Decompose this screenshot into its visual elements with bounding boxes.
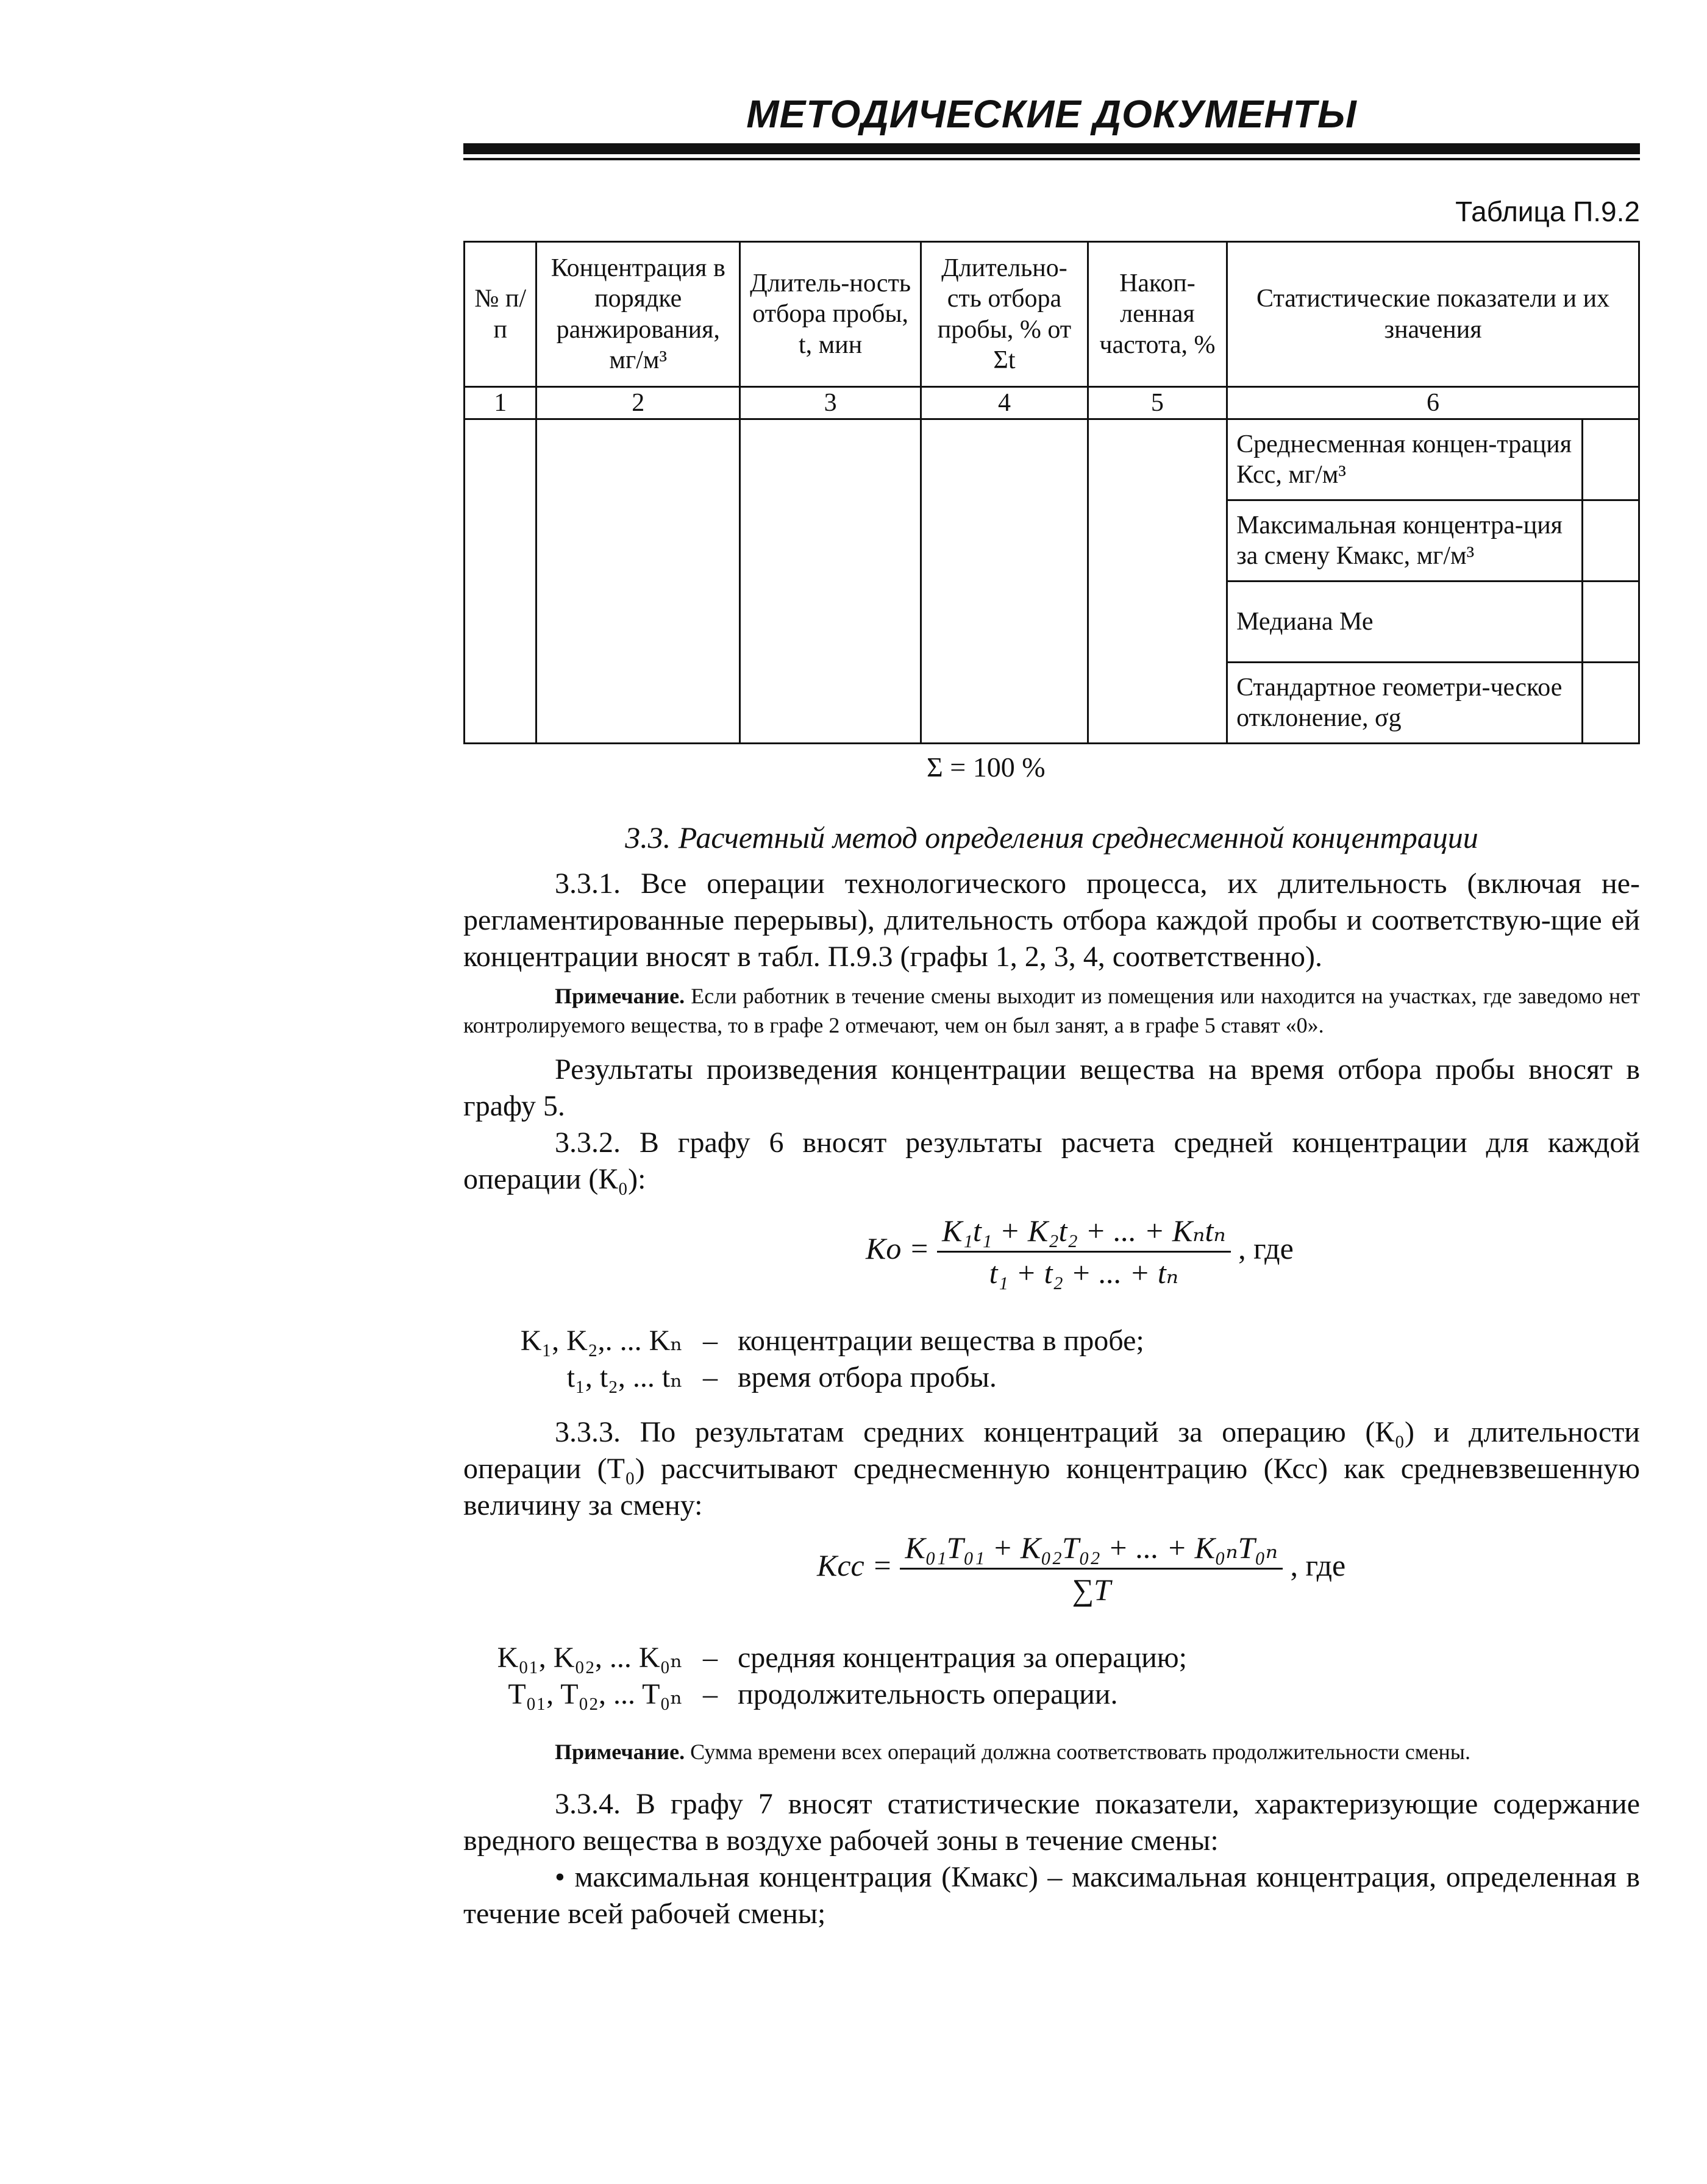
note-label: Примечание.	[555, 1740, 685, 1764]
number-cell: 2	[536, 387, 740, 419]
stat-label: Среднесменная концен-трация Ксс, мг/м³	[1227, 419, 1583, 500]
definition-row	[463, 1640, 1187, 1676]
header-cell: № п/п	[465, 242, 536, 387]
stat-value-cell	[1582, 582, 1639, 663]
empty-cell	[921, 419, 1088, 744]
stat-value-cell	[1582, 663, 1639, 744]
table-caption: Таблица П.9.2	[1455, 196, 1640, 227]
number-cell: 3	[740, 387, 921, 419]
formula-ko	[866, 1213, 1294, 1290]
section-title: 3.3. Расчетный метод определения среднесменной концентрации	[625, 820, 1478, 855]
formula-lhs: Ko =	[866, 1231, 930, 1265]
note-1	[463, 981, 1640, 1040]
note-label: Примечание.	[555, 984, 685, 1008]
bullet-item: • максимальная концентрация (Кмакс) – максимальная концентрация, определенная в течение всей рабочей смены;	[463, 1861, 1640, 1930]
formula-numerator: K₁t₁ + K₂t₂ + ... + Kₙtₙ	[937, 1213, 1231, 1253]
paragraph-results: Результаты произведения концентрации вещества на время отбора пробы вносят в графу 5.	[463, 1053, 1640, 1122]
header-cell: Длительно-сть отбора пробы, % от Σt	[921, 242, 1088, 387]
formula-lhs: Kcc =	[817, 1548, 893, 1582]
table-row	[465, 419, 1639, 500]
formula-fraction	[900, 1530, 1283, 1607]
formula-suffix: , где	[1290, 1548, 1346, 1582]
paragraph-3-3-2: 3.3.2. В графу 6 вносят результаты расчета средней концентрации для каждой операции (К₀):	[463, 1126, 1640, 1195]
header-cell: Длитель-ность отбора пробы, t, мин	[740, 242, 921, 387]
paragraph-3-3-3: 3.3.3. По результатам средних концентраций за операцию (К₀) и длительности операции (Т₀) рассчитывают среднесменную концентрацию (Ксс) как средневзвешенную величину за смену:	[463, 1416, 1640, 1521]
number-cell: 4	[921, 387, 1088, 419]
stat-label: Стандартное геометри-ческое отклонение, σg	[1227, 663, 1583, 744]
header-cell: Статистические показатели и их значения	[1227, 242, 1639, 387]
definition-symbol: T₀₁, T₀₂, ... T₀ₙ	[508, 1678, 683, 1710]
page-header	[463, 92, 1640, 136]
header-cell: Накоп-ленная частота, %	[1088, 242, 1227, 387]
empty-cell	[1088, 419, 1227, 744]
note-text: Сумма времени всех операций должна соответствовать продолжительности смены.	[685, 1740, 1470, 1764]
definition-symbol: K₀₁, K₀₂, ... K₀ₙ	[497, 1642, 683, 1674]
table-number-row	[465, 387, 1639, 419]
definition-text: концентрации вещества в пробе;	[738, 1325, 1144, 1357]
definition-text: продолжительность операции.	[738, 1678, 1118, 1710]
formula-fraction	[937, 1213, 1231, 1290]
number-cell: 5	[1088, 387, 1227, 419]
definition-row	[463, 1323, 1144, 1359]
formula-denominator: t₁ + t₂ + ... + tₙ	[989, 1256, 1179, 1290]
definition-row	[463, 1359, 997, 1396]
definition-dash: –	[703, 1642, 718, 1674]
formula-kcc	[817, 1530, 1345, 1607]
number-cell: 1	[465, 387, 536, 419]
table-header-row	[465, 242, 1639, 387]
definition-text: время отбора пробы.	[738, 1361, 997, 1393]
stat-label: Максимальная концентра-ция за смену Кмакс, мг/м³	[1227, 500, 1583, 582]
header-rule-thin	[463, 158, 1640, 160]
definition-dash: –	[703, 1325, 718, 1357]
empty-cell	[465, 419, 536, 744]
empty-cell	[536, 419, 740, 744]
stat-value-cell	[1582, 419, 1639, 500]
empty-cell	[740, 419, 921, 744]
sum-note: Σ = 100 %	[927, 752, 1046, 783]
paragraph-3-3-4: 3.3.4. В графу 7 вносят статистические показатели, характеризующие содержание вредного вещества в воздухе рабочей зоны в течение смены:	[463, 1788, 1640, 1857]
definition-row	[463, 1676, 1117, 1713]
formula-suffix: , где	[1238, 1231, 1294, 1265]
data-table	[463, 241, 1640, 744]
definition-text: средняя концентрация за операцию;	[738, 1642, 1187, 1674]
number-cell: 6	[1227, 387, 1639, 419]
formula-numerator: K₀₁T₀₁ + K₀₂T₀₂ + ... + K₀ₙT₀ₙ	[900, 1530, 1283, 1570]
header-title: МЕТОДИЧЕСКИЕ ДОКУМЕНТЫ	[746, 92, 1357, 136]
note-2	[463, 1737, 1640, 1766]
definition-symbol: K₁, K₂,. ... Kₙ	[520, 1325, 683, 1357]
definition-dash: –	[703, 1678, 718, 1710]
paragraph-3-3-1: 3.3.1. Все операции технологического процесса, их длительность (включая не-регламентированные перерывы), длительность отбора каждой пробы и соответствую-щие ей концентрации вносят в табл. П.9.3 (графы 1, 2, 3, 4, соответственно).	[463, 867, 1640, 973]
definition-symbol: t₁, t₂, ... tₙ	[566, 1361, 683, 1393]
header-cell: Концентрация в порядке ранжирования, мг/м³	[536, 242, 740, 387]
definition-dash: –	[703, 1361, 718, 1393]
stat-label: Медиана Ме	[1227, 582, 1583, 663]
note-text: Если работник в течение смены выходит из помещения или находится на участках, где заведомо нет контролируемого вещества, то в графе 2 отмечают, чем он был занят, а в графе 5 ставят «0».	[463, 984, 1640, 1037]
formula-denominator: ∑T	[1072, 1573, 1111, 1607]
header-rule	[463, 143, 1640, 154]
stat-value-cell	[1582, 500, 1639, 582]
